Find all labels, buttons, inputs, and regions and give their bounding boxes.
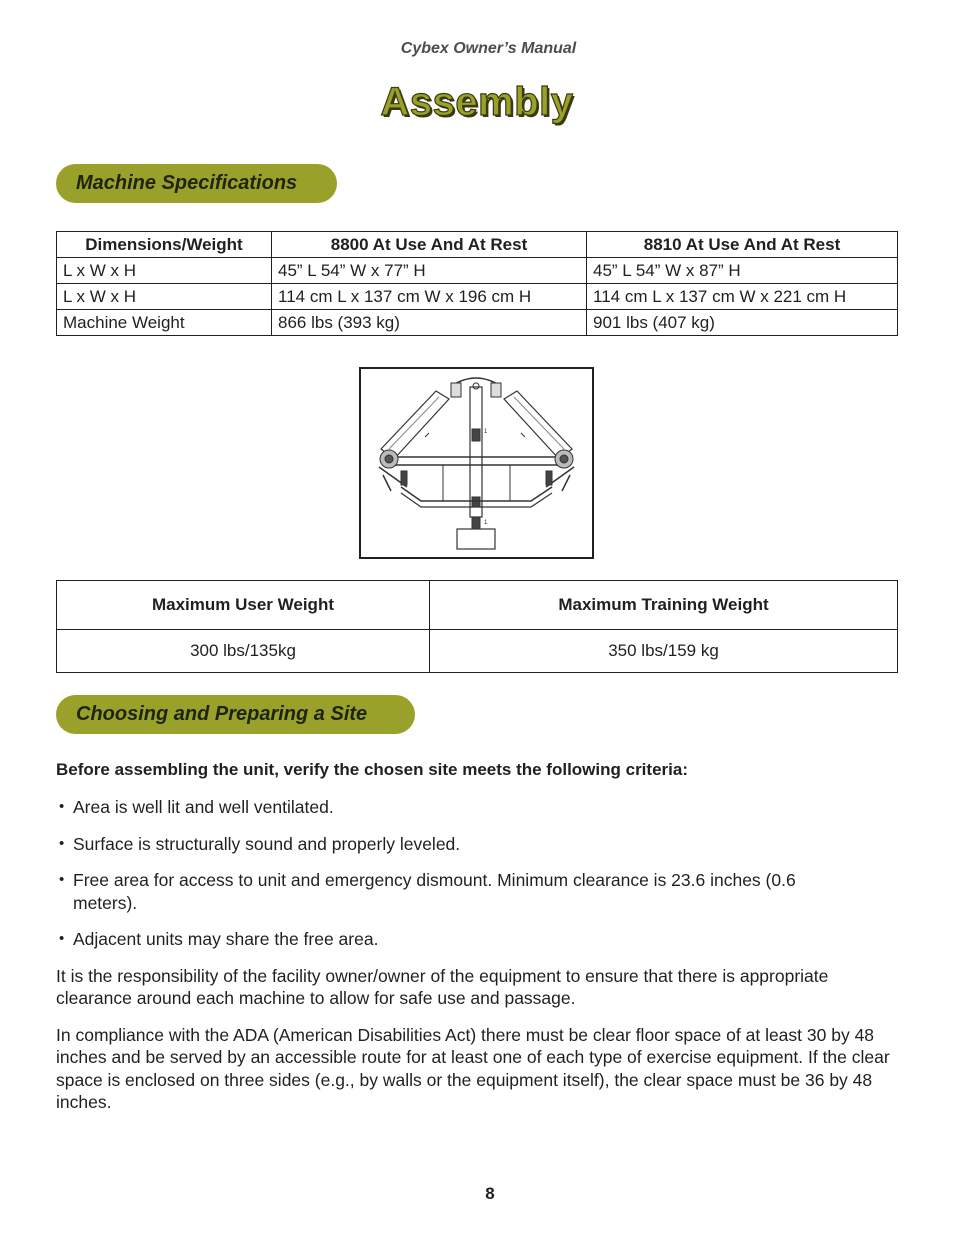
list-item-text: Free area for access to unit and emergency dismount. Minimum clearance is 23.6 inches (0.6 meters). — [73, 870, 796, 913]
list-item: • Area is well lit and well ventilated. — [56, 796, 898, 819]
page-number: 8 — [485, 1184, 495, 1203]
table-row — [57, 310, 898, 336]
ada-paragraph: In compliance with the ADA (American Disabilities Act) there must be clear floor space of at least 30 by 48 inches and be served by an accessible route for at least one of each type of exercise equipment. If the clear space is enclosed on three sides (e.g., by walls or the equipment itself), the clear space must be 36 by 48 inches. — [56, 1025, 890, 1112]
table-cell: 866 lbs (393 kg) — [272, 310, 587, 336]
table-row — [57, 284, 898, 310]
page-title: Assembly — [380, 80, 574, 124]
section-heading-choosing-site: Choosing and Preparing a Site — [56, 695, 415, 734]
table-row — [57, 630, 898, 673]
table-cell: Machine Weight — [57, 310, 272, 336]
machine-figure — [359, 367, 594, 559]
table-header-cell: 8810 At Use And At Rest — [587, 232, 898, 258]
table-header-cell: Maximum User Weight — [57, 581, 430, 630]
site-criteria-intro: Before assembling the unit, verify the chosen site meets the following criteria: — [56, 760, 688, 779]
table-cell: 901 lbs (407 kg) — [587, 310, 898, 336]
list-item: • Surface is structurally sound and properly leveled. — [56, 833, 898, 856]
specifications-table — [56, 231, 898, 336]
table-cell: 45” L 54” W x 77” H — [272, 258, 587, 284]
table-header-cell: 8800 At Use And At Rest — [272, 232, 587, 258]
svg-text:1: 1 — [484, 520, 488, 526]
table-cell: 300 lbs/135kg — [57, 630, 430, 673]
table-cell: L x W x H — [57, 258, 272, 284]
svg-text:1: 1 — [484, 429, 488, 435]
weight-limits-table — [56, 580, 898, 673]
table-cell: 114 cm L x 137 cm W x 221 cm H — [587, 284, 898, 310]
table-header-row — [57, 232, 898, 258]
machine-top-view-diagram-icon — [361, 369, 592, 557]
table-row — [57, 258, 898, 284]
table-cell: 114 cm L x 137 cm W x 196 cm H — [272, 284, 587, 310]
table-header-cell: Dimensions/Weight — [57, 232, 272, 258]
table-cell: 45” L 54” W x 87” H — [587, 258, 898, 284]
table-header-cell: Maximum Training Weight — [430, 581, 898, 630]
clearance-paragraph: It is the responsibility of the facility owner/owner of the equipment to ensure that there is appropriate clearance around each machine to allow for safe use and passage. — [56, 966, 829, 1009]
section-heading-machine-specifications: Machine Specifications — [56, 164, 337, 203]
manual-header: Cybex Owner’s Manual — [400, 40, 577, 57]
table-header-row — [57, 581, 898, 630]
list-item — [56, 869, 898, 914]
table-cell: 350 lbs/159 kg — [430, 630, 898, 673]
site-criteria-list — [56, 796, 898, 951]
list-item: • Adjacent units may share the free area. — [56, 928, 898, 951]
table-cell: L x W x H — [57, 284, 272, 310]
